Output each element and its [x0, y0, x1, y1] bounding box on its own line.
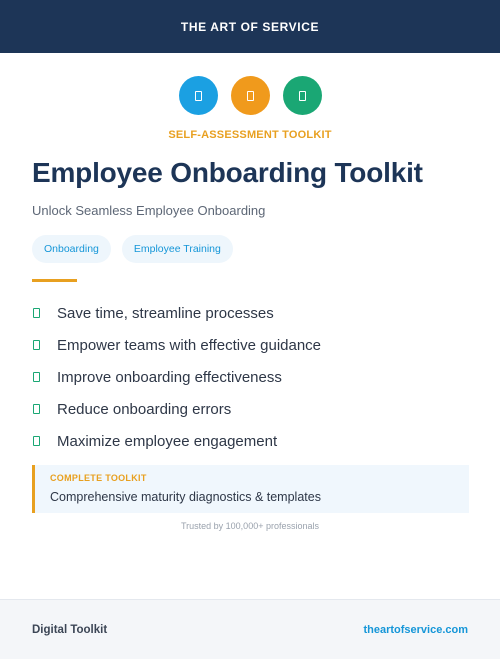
- check-icon: [33, 340, 40, 350]
- trusted-note: Trusted by 100,000+ professionals: [180, 521, 319, 531]
- toolkit-callout: [32, 465, 469, 513]
- check-icon: [33, 436, 40, 446]
- callout-text: Comprehensive maturity diagnostics & templates: [50, 490, 321, 504]
- tag-list: [32, 235, 233, 263]
- brand-name: THE ART OF SERVICE: [180, 19, 320, 34]
- document-icon: [299, 91, 306, 101]
- benefit-text: Maximize employee engagement: [57, 432, 278, 450]
- accent-divider: [32, 279, 77, 282]
- footer: [0, 599, 500, 659]
- benefit-item: [32, 361, 321, 393]
- document-icon: [247, 91, 254, 101]
- footer-label: Digital Toolkit: [32, 623, 108, 636]
- benefit-item: [32, 329, 321, 361]
- benefit-list: [32, 297, 321, 457]
- benefit-item: [32, 425, 321, 457]
- tag-employee-training: Employee Training: [122, 235, 233, 263]
- tag-onboarding: Onboarding: [32, 235, 111, 263]
- benefit-text: Reduce onboarding errors: [57, 400, 232, 418]
- check-icon: [33, 372, 40, 382]
- page-subtitle: Unlock Seamless Employee Onboarding: [32, 203, 266, 218]
- document-icon-blue: [179, 76, 218, 115]
- kicker-label: SELF-ASSESSMENT TOOLKIT: [168, 129, 332, 141]
- benefit-text: Save time, streamline processes: [57, 304, 274, 322]
- check-icon: [33, 404, 40, 414]
- top-banner: [0, 0, 500, 53]
- document-icon-orange: [231, 76, 270, 115]
- benefit-item: [32, 393, 321, 425]
- callout-label: COMPLETE TOOLKIT: [50, 473, 147, 483]
- page-title: Employee Onboarding Toolkit: [32, 157, 423, 188]
- website-link[interactable]: theartofservice.com: [363, 623, 468, 636]
- document-icon-green: [283, 76, 322, 115]
- icon-row: [0, 76, 500, 115]
- document-icon: [195, 91, 202, 101]
- benefit-text: Improve onboarding effectiveness: [57, 368, 282, 386]
- benefit-item: [32, 297, 321, 329]
- benefit-text: Empower teams with effective guidance: [57, 336, 322, 354]
- check-icon: [33, 308, 40, 318]
